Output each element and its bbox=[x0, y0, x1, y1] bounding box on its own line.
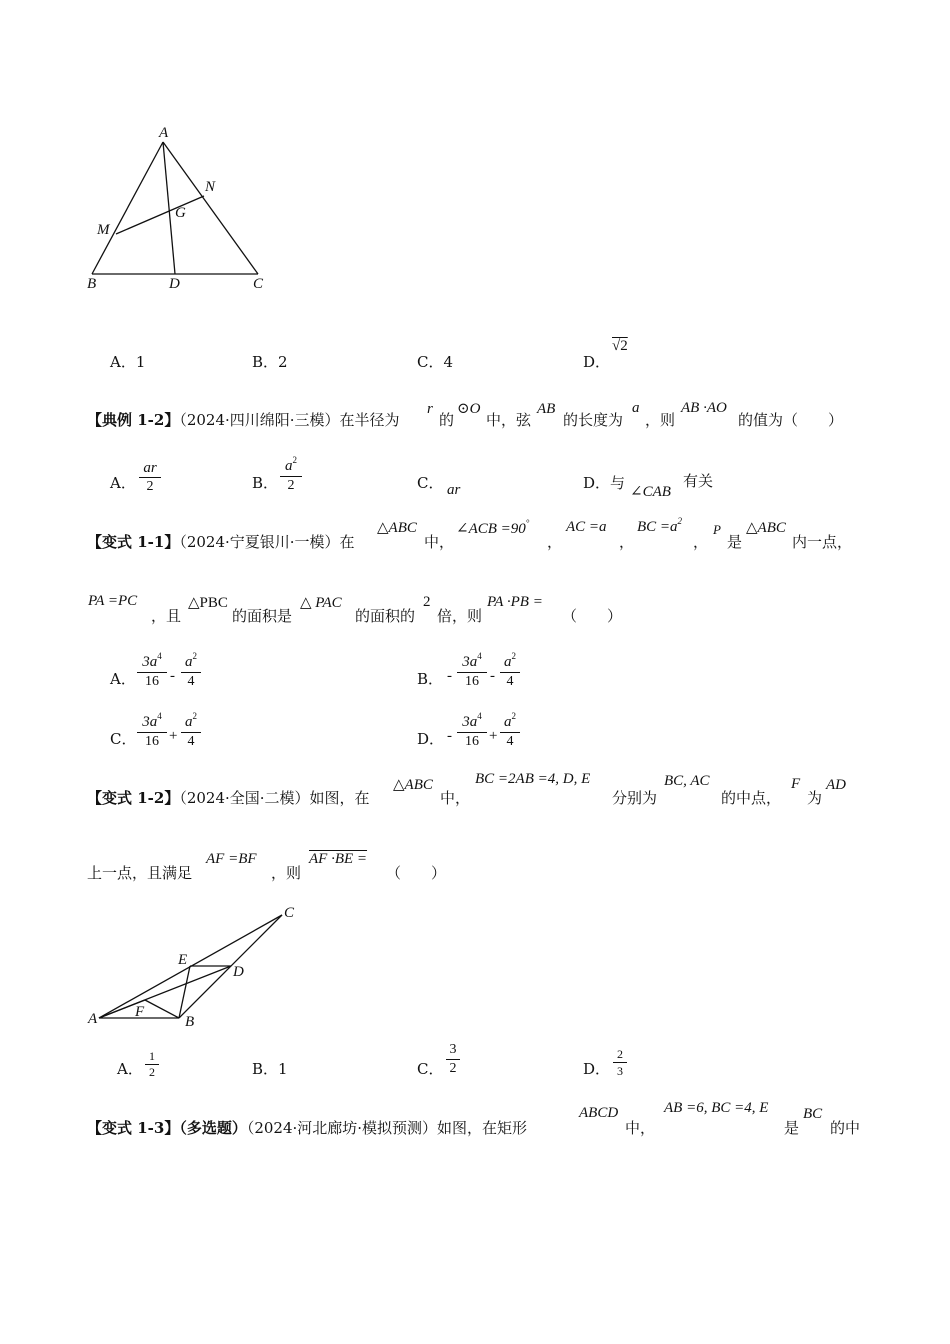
circle-symbol: ⊙O bbox=[457, 401, 481, 417]
triangle-abc: △ABC bbox=[377, 520, 417, 536]
triangle-abc-2: △ABC bbox=[746, 520, 786, 536]
variant-1-2-option-b[interactable]: B．1 bbox=[252, 1060, 288, 1078]
triangle-pbc: △PBC bbox=[188, 595, 228, 611]
segment-be bbox=[179, 966, 190, 1018]
example-option-a[interactable]: A． bbox=[110, 474, 136, 492]
label-C: C bbox=[284, 905, 295, 921]
angle-acb: ∠ACB =90° bbox=[456, 518, 530, 537]
label-B: B bbox=[87, 276, 97, 292]
frac-3a4-16: $3a^4$ 16 bbox=[137, 654, 167, 690]
point-f: F bbox=[791, 776, 801, 792]
label-A: A bbox=[88, 1011, 98, 1027]
label-D: D bbox=[233, 964, 244, 980]
example-1-2-line: 【典例 1-2】（2024·四川绵阳·三模）在半径为 bbox=[87, 411, 400, 429]
frac-3a4-16: $3a^4$ 16 bbox=[457, 714, 487, 750]
bc-eq-a2: BC $=a^2$ bbox=[637, 516, 683, 535]
frac-3a4-16: $3a^4$ 16 bbox=[457, 654, 487, 690]
midpoints-bc-ac: BC, AC bbox=[664, 773, 710, 789]
condition-ab-bc: AB =6, BC =4, E bbox=[664, 1100, 769, 1116]
example-option-c[interactable]: C． bbox=[417, 474, 444, 492]
frac-ar-2: ar 2 bbox=[139, 460, 161, 495]
frac-2-3: 2 3 bbox=[613, 1047, 627, 1078]
frac-a2-4: $a^2$ 4 bbox=[500, 654, 520, 690]
triangle-pac: △ PAC bbox=[300, 595, 342, 611]
label-G: G bbox=[175, 205, 186, 221]
variant-1-2-option-a[interactable]: A． bbox=[117, 1060, 143, 1078]
example-option-b[interactable]: B． bbox=[252, 474, 279, 492]
variant-1-1-line: 【变式 1-1】（2024·宁夏银川·一模）在 bbox=[87, 533, 355, 551]
angle-cab: ∠CAB bbox=[630, 484, 671, 500]
variant-1-1-option-b[interactable]: B． bbox=[417, 670, 444, 688]
expr-pa-pb: PA ·PB = bbox=[487, 594, 543, 610]
frac-a2-4: $a^2$ 4 bbox=[181, 714, 201, 750]
frac-1-2: 1 2 bbox=[145, 1050, 159, 1079]
q0-option-b[interactable]: B．2 bbox=[252, 353, 288, 371]
segment-mn bbox=[116, 196, 204, 234]
example-option-d[interactable]: D．与 bbox=[583, 474, 626, 492]
label-F: F bbox=[135, 1004, 145, 1020]
point-p: P bbox=[713, 522, 721, 537]
label-E: E bbox=[178, 952, 188, 968]
variant-1-1-option-d[interactable]: D． bbox=[417, 730, 445, 748]
ac-eq-a: AC =a bbox=[566, 519, 607, 535]
frac-a2-4: $a^2$ 4 bbox=[500, 714, 520, 750]
variant-1-2-option-d[interactable]: D． bbox=[583, 1060, 611, 1078]
side-ab bbox=[92, 142, 163, 274]
variant-1-2-option-c[interactable]: C． bbox=[417, 1060, 444, 1078]
segment-ad bbox=[163, 142, 175, 274]
condition-bc-ab: BC =2AB =4, D, E bbox=[475, 771, 591, 787]
q0-option-d-value: √2 bbox=[612, 338, 628, 354]
q0-option-c[interactable]: C．4 bbox=[417, 353, 454, 371]
quadrilateral-figure bbox=[85, 900, 315, 1030]
label-D: D bbox=[169, 276, 180, 292]
af-eq-bf: AF =BF bbox=[206, 851, 257, 867]
label-C: C bbox=[253, 276, 264, 292]
variant-1-1-option-c[interactable]: C． bbox=[110, 730, 137, 748]
q0-option-d[interactable]: D． bbox=[583, 353, 611, 371]
multi-choice-tag: （多选题） bbox=[179, 1119, 247, 1137]
example-option-c-value: ar bbox=[447, 482, 461, 498]
variant-1-1-option-a[interactable]: A． bbox=[110, 670, 136, 688]
radius-symbol: r bbox=[427, 401, 433, 417]
variant-tag: 【变式 1-1】 bbox=[87, 533, 180, 551]
label-N: N bbox=[205, 179, 216, 195]
variant-1-3-line: 【变式 1-3】（多选题）（2024·河北廊坊·模拟预测）如图，在矩形 bbox=[87, 1119, 528, 1137]
variant-1-2-line: 【变式 1-2】（2024·全国·二模）如图，在 bbox=[87, 789, 370, 807]
pa-eq-pc: PA =PC bbox=[88, 593, 138, 609]
label-M: M bbox=[97, 222, 110, 238]
chord-ab: AB bbox=[537, 401, 556, 417]
segment-fb bbox=[145, 1000, 179, 1018]
multiplier-2: 2 bbox=[423, 594, 431, 610]
variant-tag: 【变式 1-3】 bbox=[87, 1119, 180, 1137]
variant-tag: 【变式 1-2】 bbox=[87, 789, 180, 807]
triangle-abc: △ABC bbox=[393, 777, 433, 793]
example-tag: 【典例 1-2】 bbox=[87, 411, 180, 429]
segment-ad-label: AD bbox=[826, 777, 846, 793]
length-a: a bbox=[632, 400, 640, 416]
label-A: A bbox=[159, 125, 169, 141]
label-B: B bbox=[185, 1014, 195, 1030]
rectangle-abcd: ABCD bbox=[579, 1105, 619, 1121]
frac-a2-4: $a^2$ 4 bbox=[181, 654, 201, 690]
frac-3-2: 3 2 bbox=[446, 1042, 460, 1077]
expr-ab-ao: AB ·AO bbox=[681, 400, 727, 416]
q0-option-a[interactable]: A．1 bbox=[110, 353, 146, 371]
frac-3a4-16: $3a^4$ 16 bbox=[137, 714, 167, 750]
segment-bc-label: BC bbox=[803, 1106, 823, 1122]
frac-a2-2: $a^2$ 2 bbox=[280, 458, 302, 494]
expr-af-be: AF ·BE = bbox=[309, 851, 368, 867]
